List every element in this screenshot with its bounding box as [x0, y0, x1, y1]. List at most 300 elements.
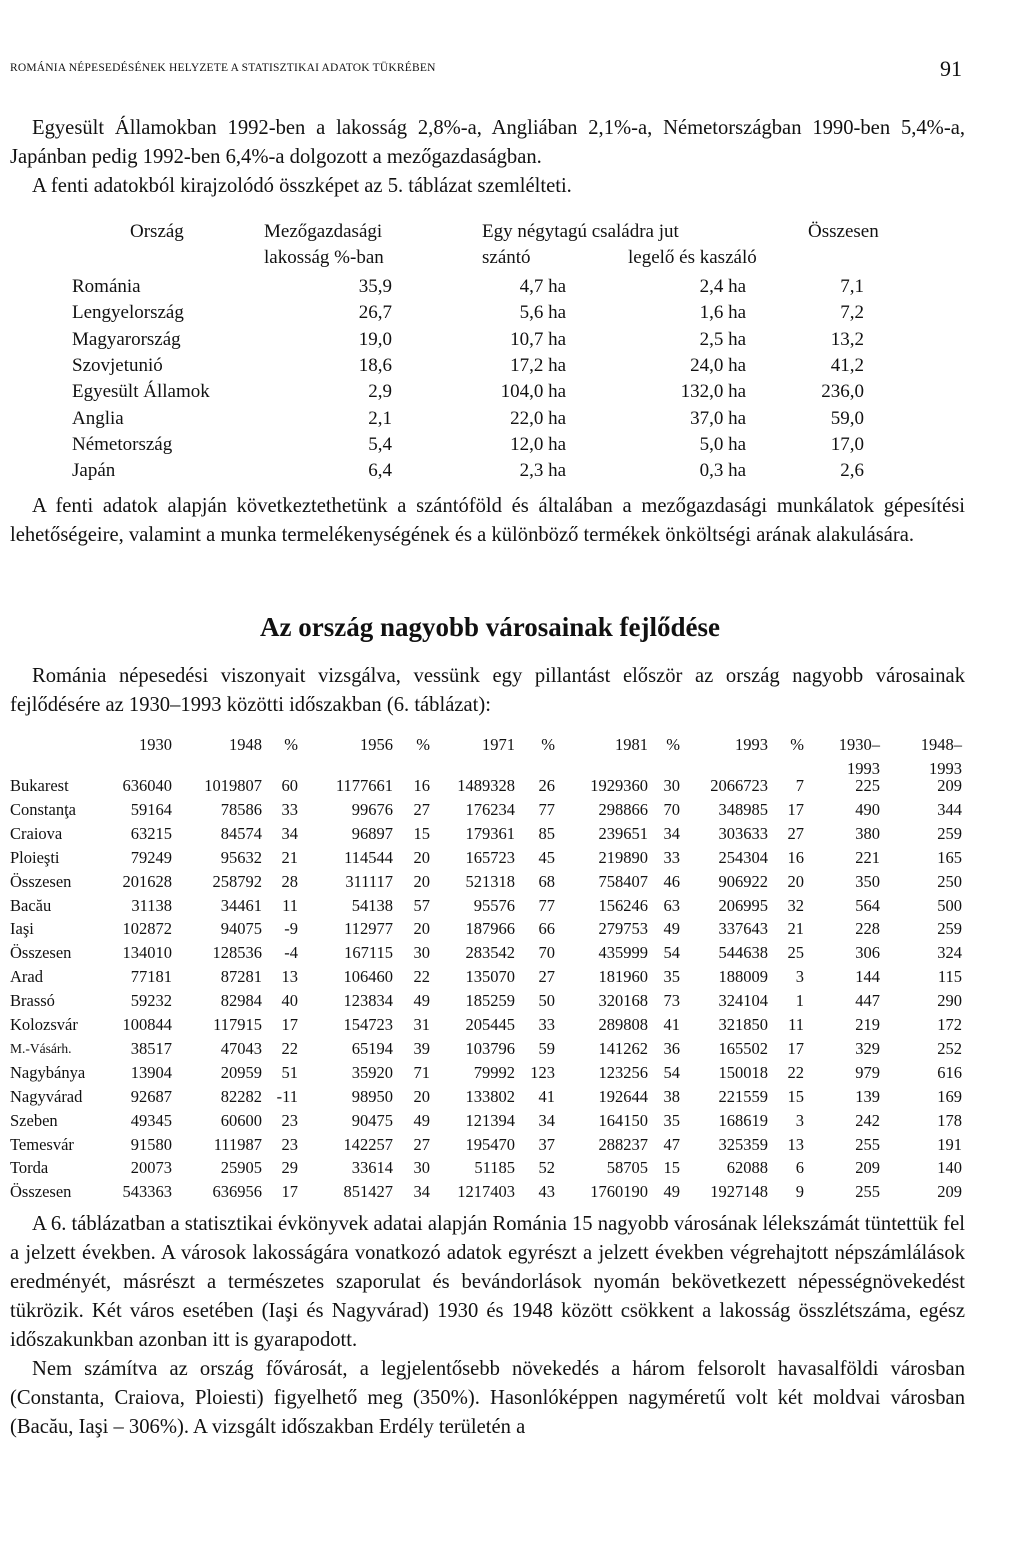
value-cell: 31138 — [131, 895, 172, 915]
value-cell: 65194 — [351, 1038, 393, 1058]
value-cell: 254304 — [718, 847, 768, 867]
value-cell: 27 — [787, 823, 804, 843]
value-cell: 188009 — [718, 967, 768, 987]
value-cell: 1489328 — [457, 776, 515, 795]
table-row — [0, 1085, 1024, 1109]
value-cell: 298866 — [598, 799, 648, 819]
total-cell: 41,2 — [830, 354, 864, 376]
city-name-cell: Nagyvárad — [10, 1086, 83, 1106]
value-cell: 168619 — [718, 1110, 768, 1130]
paragraph: A 6. táblázatban a statisztikai évkönyvek adatai alapján Románia 15 nagyobb városának lélekszámát tüntettük fel a jelzett években. A városok lakosságára vonatkozó adatok egyrészt a jelzett években végrehajtott népszámlálások eredményét, másrészt a természetes szaporulat és bevándorlások nyomán bekövetkezett népességnövekedést tükrözik. Két város esetében (Iaşi és Nagyvárad) 1930 és 1948 között csökkent a lakosság összlétszáma, egész időszakunkban azonban itt is gyarapodott. — [10, 1213, 965, 1351]
value-cell: 258792 — [212, 871, 262, 891]
value-cell: 219890 — [598, 847, 648, 867]
value-cell: 20 — [413, 919, 430, 939]
arable-cell: 5,6 ha — [519, 302, 566, 324]
value-cell: 176234 — [465, 799, 515, 819]
value-cell: 255 — [855, 1134, 880, 1154]
value-cell: 57 — [413, 895, 430, 915]
value-cell: 35920 — [351, 1062, 393, 1082]
table-row — [0, 870, 1024, 894]
value-cell: 201628 — [122, 871, 172, 891]
value-cell: 17 — [281, 1182, 298, 1202]
value-cell: 38 — [663, 1086, 680, 1106]
value-cell: 63215 — [130, 823, 172, 843]
value-cell: 90475 — [351, 1110, 393, 1130]
pasture-cell: 24,0 ha — [690, 354, 746, 376]
pasture-cell: 1,6 ha — [699, 302, 746, 324]
value-cell: 27 — [413, 1134, 430, 1154]
value-cell: 71 — [413, 1062, 430, 1082]
agri-share-cell: 19,0 — [358, 328, 392, 350]
value-cell: 54138 — [351, 895, 393, 915]
value-cell: 59232 — [130, 991, 172, 1011]
value-cell: 325359 — [718, 1134, 768, 1154]
page-number: 91 — [940, 56, 962, 81]
value-cell: 20 — [413, 871, 430, 891]
table-row — [0, 1156, 1024, 1180]
city-name-cell: Arad — [10, 967, 43, 987]
table-row — [0, 1109, 1024, 1133]
value-cell: 288237 — [598, 1134, 648, 1154]
table-header-pasture: legelő és kaszáló — [628, 247, 757, 268]
value-cell: 34461 — [220, 895, 262, 915]
table-header-country: Ország — [130, 221, 184, 242]
value-cell: 7 — [795, 776, 804, 795]
agri-share-cell: 6,4 — [368, 460, 392, 482]
city-name-cell: Temesvár — [10, 1134, 74, 1154]
value-cell: 17 — [787, 1038, 804, 1058]
value-cell: 228 — [855, 919, 880, 939]
value-cell: 179361 — [465, 823, 515, 843]
city-name-cell: Összesen — [10, 1182, 72, 1202]
value-cell: 225 — [855, 776, 880, 795]
table-header-cell: 1948 — [229, 735, 262, 754]
table-row — [0, 917, 1024, 941]
table-row — [0, 379, 1024, 405]
value-cell: 616 — [937, 1062, 962, 1082]
value-cell: 219 — [855, 1015, 880, 1034]
value-cell: 123 — [530, 1062, 555, 1082]
value-cell: 51185 — [474, 1158, 515, 1178]
value-cell: 40 — [281, 991, 298, 1011]
value-cell: 99676 — [351, 799, 393, 819]
value-cell: 23 — [281, 1134, 298, 1154]
city-name-cell: Kolozsvár — [10, 1015, 78, 1034]
value-cell: 114544 — [344, 847, 393, 867]
value-cell: 77181 — [130, 967, 172, 987]
arable-cell: 10,7 ha — [510, 328, 566, 350]
table-row — [0, 353, 1024, 379]
value-cell: 121394 — [465, 1110, 515, 1130]
value-cell: 165502 — [718, 1038, 768, 1058]
value-cell: 13 — [787, 1134, 804, 1154]
table-header-cell: % — [416, 735, 430, 754]
value-cell: 167115 — [344, 943, 393, 963]
total-cell: 2,6 — [840, 460, 864, 482]
value-cell: 21 — [281, 847, 298, 867]
value-cell: 16 — [413, 776, 430, 795]
value-cell: 50 — [538, 991, 555, 1011]
table-row — [0, 894, 1024, 918]
table-header-total: Összesen — [808, 221, 879, 242]
value-cell: 906922 — [718, 871, 768, 891]
value-cell: 70 — [538, 943, 555, 963]
value-cell: 564 — [855, 895, 880, 915]
city-name-cell: Összesen — [10, 871, 72, 891]
value-cell: 22 — [787, 1062, 804, 1082]
value-cell: 63 — [663, 895, 680, 915]
country-cell: Japán — [72, 460, 116, 482]
value-cell: 27 — [538, 967, 555, 987]
value-cell: 11 — [788, 1015, 804, 1034]
city-name-cell: Brassó — [10, 991, 55, 1011]
value-cell: 96897 — [351, 823, 393, 843]
value-cell: 94075 — [220, 919, 262, 939]
table-header-cell: 1993 — [735, 735, 768, 754]
pasture-cell: 0,3 ha — [699, 460, 746, 482]
value-cell: 85 — [538, 823, 555, 843]
value-cell: 134010 — [122, 943, 172, 963]
value-cell: 435999 — [598, 943, 648, 963]
table-row — [0, 432, 1024, 458]
value-cell: 128536 — [212, 943, 262, 963]
value-cell: 543363 — [122, 1182, 172, 1202]
value-cell: 49 — [663, 919, 680, 939]
value-cell: 49345 — [130, 1110, 172, 1130]
value-cell: 11 — [282, 895, 298, 915]
value-cell: 87281 — [220, 967, 262, 987]
value-cell: 303633 — [718, 823, 768, 843]
value-cell: 26 — [538, 776, 555, 795]
value-cell: 77 — [538, 799, 555, 819]
value-cell: 144 — [855, 967, 880, 987]
total-cell: 59,0 — [830, 407, 864, 429]
value-cell: 321850 — [718, 1015, 768, 1034]
value-cell: 221 — [855, 847, 880, 867]
value-cell: 324 — [937, 943, 962, 963]
value-cell: 154723 — [343, 1015, 393, 1034]
value-cell: 79992 — [473, 1062, 515, 1082]
bottom-text — [10, 1210, 965, 1442]
value-cell: 20 — [787, 871, 804, 891]
value-cell: 25905 — [220, 1158, 262, 1178]
country-cell: Románia — [72, 276, 141, 297]
value-cell: 30 — [413, 943, 430, 963]
table-row — [0, 965, 1024, 989]
value-cell: 289808 — [598, 1015, 648, 1034]
value-cell: 54 — [663, 943, 680, 963]
country-cell: Egyesült Államok — [72, 381, 210, 403]
value-cell: 150018 — [718, 1062, 768, 1082]
value-cell: 20 — [413, 1086, 430, 1106]
value-cell: 79249 — [130, 847, 172, 867]
table-header-cell: 1948– — [920, 735, 962, 754]
value-cell: 851427 — [343, 1182, 393, 1202]
value-cell: 47043 — [220, 1038, 262, 1058]
value-cell: 60600 — [220, 1110, 262, 1130]
table-header-cell: 1981 — [615, 735, 648, 754]
value-cell: 123256 — [598, 1062, 648, 1082]
value-cell: 1217403 — [457, 1182, 515, 1202]
value-cell: 45 — [538, 847, 555, 867]
agri-share-cell: 18,6 — [358, 354, 392, 376]
table-row — [0, 300, 1024, 326]
table-header-family: Egy négytagú családra jut — [482, 221, 679, 242]
total-cell: 7,1 — [840, 276, 864, 297]
agri-share-cell: 2,9 — [368, 381, 392, 403]
agri-share-cell: 26,7 — [358, 302, 392, 324]
value-cell: 350 — [855, 871, 880, 891]
table-row — [0, 941, 1024, 965]
country-cell: Szovjetunió — [72, 354, 163, 376]
value-cell: 30 — [413, 1158, 430, 1178]
value-cell: 135070 — [465, 967, 515, 987]
city-name-cell: Constanţa — [10, 799, 76, 819]
value-cell: 15 — [787, 1086, 804, 1106]
value-cell: 165723 — [465, 847, 515, 867]
intro-text — [10, 114, 965, 201]
value-cell: 139 — [855, 1086, 880, 1106]
value-cell: 20959 — [220, 1062, 262, 1082]
value-cell: 3 — [795, 967, 804, 987]
pasture-cell: 2,4 ha — [699, 276, 746, 297]
value-cell: 106460 — [343, 967, 393, 987]
country-cell: Lengyelország — [72, 302, 184, 324]
value-cell: 15 — [663, 1158, 680, 1178]
table-row — [0, 846, 1024, 870]
table-row — [0, 1061, 1024, 1085]
agri-share-cell: 2,1 — [368, 407, 392, 429]
value-cell: 195470 — [465, 1134, 515, 1154]
value-cell: 62088 — [726, 1158, 768, 1178]
value-cell: 344 — [937, 799, 962, 819]
value-cell: 758407 — [598, 871, 648, 891]
value-cell: 49 — [413, 1110, 430, 1130]
value-cell: 209 — [855, 1158, 880, 1178]
value-cell: 77 — [538, 895, 555, 915]
value-cell: 320168 — [598, 991, 648, 1011]
value-cell: 117915 — [213, 1015, 262, 1034]
value-cell: 306 — [855, 943, 880, 963]
value-cell: 59 — [538, 1038, 555, 1058]
city-name-cell: Ploieşti — [10, 847, 60, 867]
value-cell: 178 — [937, 1110, 962, 1130]
value-cell: 41 — [538, 1086, 555, 1106]
value-cell: 66 — [538, 919, 555, 939]
value-cell: 60 — [281, 776, 298, 795]
value-cell: 290 — [937, 991, 962, 1011]
value-cell: 242 — [855, 1110, 880, 1130]
value-cell: 187966 — [465, 919, 515, 939]
value-cell: 13904 — [130, 1062, 172, 1082]
body-text — [10, 492, 965, 550]
value-cell: 34 — [413, 1182, 430, 1202]
value-cell: 311117 — [345, 871, 393, 891]
city-name-cell: Craiova — [10, 823, 63, 843]
arable-cell: 12,0 ha — [510, 433, 566, 455]
value-cell: -9 — [284, 919, 298, 939]
value-cell: 34 — [538, 1110, 555, 1130]
value-cell: 156246 — [598, 895, 648, 915]
value-cell: 1 — [795, 991, 804, 1011]
value-cell: 2066723 — [710, 776, 768, 795]
value-cell: 9 — [795, 1182, 804, 1202]
table-row — [0, 327, 1024, 353]
value-cell: 33 — [281, 799, 298, 819]
value-cell: 29 — [281, 1158, 298, 1178]
value-cell: 34 — [663, 823, 680, 843]
city-name-cell: Iaşi — [10, 919, 34, 939]
value-cell: 22 — [413, 967, 430, 987]
total-cell: 13,2 — [830, 328, 864, 350]
city-name-cell: Bacău — [10, 895, 52, 915]
value-cell: 82984 — [220, 991, 262, 1011]
value-cell: 25 — [787, 943, 804, 963]
table-header-cell: 1930 — [139, 735, 172, 754]
value-cell: 447 — [855, 991, 880, 1011]
value-cell: 141262 — [598, 1038, 648, 1058]
table-header-cell: 1993 — [929, 759, 962, 778]
value-cell: 51 — [281, 1062, 298, 1082]
total-cell: 7,2 — [840, 302, 864, 324]
value-cell: 490 — [855, 799, 880, 819]
value-cell: 34 — [281, 823, 298, 843]
section-title: Az ország nagyobb városainak fejlődése — [259, 612, 720, 642]
value-cell: 46 — [663, 871, 680, 891]
table-header-cell: % — [790, 735, 804, 754]
value-cell: 38517 — [130, 1038, 172, 1058]
value-cell: 255 — [855, 1182, 880, 1202]
total-cell: 236,0 — [821, 381, 864, 403]
value-cell: 16 — [787, 847, 804, 867]
arable-cell: 22,0 ha — [510, 407, 566, 429]
value-cell: 206995 — [718, 895, 768, 915]
country-cell: Németország — [72, 433, 173, 455]
value-cell: 49 — [663, 1182, 680, 1202]
value-cell: 191 — [937, 1134, 962, 1154]
value-cell: 250 — [937, 871, 962, 891]
value-cell: 52 — [538, 1158, 555, 1178]
value-cell: 84574 — [220, 823, 262, 843]
value-cell: 15 — [413, 823, 430, 843]
pasture-cell: 132,0 ha — [680, 381, 746, 403]
table-header-cell: 1956 — [360, 735, 393, 754]
pasture-cell: 5,0 ha — [699, 433, 746, 455]
value-cell: 185259 — [465, 991, 515, 1011]
value-cell: 59164 — [130, 799, 172, 819]
running-title: ROMÁNIA NÉPESEDÉSÉNEK HELYZETE A STATISZTIKAI ADATOK TÜKRÉBEN — [10, 62, 436, 74]
value-cell: 115 — [937, 967, 962, 987]
value-cell: 95632 — [220, 847, 262, 867]
table-row — [0, 774, 1024, 798]
paragraph: Nem számítva az ország fővárosát, a legjelentősebb növekedés a három felsorolt havasalföldi városban (Constanta, Craiova, Ploiesti) figyelhető meg (350%). Hasonlóképpen nagyméretű volt két moldvai városban (Bacău, Iaşi – 306%). A vizsgált időszakban Erdély területén a — [10, 1358, 965, 1438]
arable-cell: 2,3 ha — [519, 460, 566, 482]
paragraph: Románia népesedési viszonyait vizsgálva, vessünk egy pillantást először az ország nagyobb városainak fejlődésére az 1930–1993 közötti időszakban (6. táblázat): — [10, 665, 965, 716]
value-cell: 259 — [937, 823, 962, 843]
value-cell: 103796 — [465, 1038, 515, 1058]
value-cell: 33 — [538, 1015, 555, 1034]
table-row — [0, 274, 1024, 300]
pasture-cell: 37,0 ha — [690, 407, 746, 429]
table-header-cell: 1971 — [482, 735, 515, 754]
value-cell: 3 — [795, 1110, 804, 1130]
value-cell: 6 — [795, 1158, 804, 1178]
table-row — [0, 406, 1024, 432]
value-cell: 239651 — [598, 823, 648, 843]
value-cell: 205445 — [465, 1015, 515, 1034]
value-cell: 98950 — [351, 1086, 393, 1106]
table-header-agri: lakosság %-ban — [264, 247, 384, 268]
value-cell: 283542 — [465, 943, 515, 963]
value-cell: 112977 — [344, 919, 393, 939]
city-name-cell: Szeben — [10, 1110, 58, 1130]
value-cell: 70 — [663, 799, 680, 819]
value-cell: 73 — [663, 991, 680, 1011]
value-cell: 30 — [663, 776, 680, 795]
value-cell: -11 — [276, 1086, 298, 1106]
table-row — [0, 1180, 1024, 1204]
value-cell: 92687 — [130, 1086, 172, 1106]
value-cell: 58705 — [606, 1158, 648, 1178]
value-cell: 636956 — [212, 1182, 262, 1202]
value-cell: 23 — [281, 1110, 298, 1130]
value-cell: 181960 — [598, 967, 648, 987]
value-cell: 36 — [663, 1038, 680, 1058]
value-cell: 252 — [937, 1038, 962, 1058]
table-row — [0, 1037, 1024, 1061]
value-cell: 27 — [413, 799, 430, 819]
table-row — [0, 989, 1024, 1013]
intro-paragraph: Egyesült Államokban 1992-ben a lakosság 2,8%-a, Angliában 2,1%-a, Németországban 1990-ben 5,4%-a, Japánban pedig 1992-ben 6,4%-a dolgozott a mezőgazdaságban. — [10, 117, 965, 168]
pasture-cell: 2,5 ha — [699, 328, 746, 350]
value-cell: 43 — [538, 1182, 555, 1202]
value-cell: 41 — [663, 1015, 680, 1034]
city-name-cell: Bukarest — [10, 776, 69, 795]
arable-cell: 4,7 ha — [519, 276, 566, 297]
value-cell: 78586 — [220, 799, 262, 819]
value-cell: 100844 — [122, 1015, 172, 1034]
table-header-arable: szántó — [482, 247, 531, 268]
value-cell: 102872 — [122, 919, 172, 939]
table-header-agri: Mezőgazdasági — [264, 221, 383, 242]
value-cell: 1177661 — [335, 776, 393, 795]
total-cell: 17,0 — [830, 433, 864, 455]
value-cell: 979 — [855, 1062, 880, 1082]
city-name-cell: Nagybánya — [10, 1062, 86, 1082]
value-cell: 33 — [663, 847, 680, 867]
value-cell: 22 — [281, 1038, 298, 1058]
value-cell: 35 — [663, 967, 680, 987]
value-cell: 49 — [413, 991, 430, 1011]
value-cell: 209 — [937, 1182, 962, 1202]
arable-cell: 104,0 ha — [500, 381, 566, 403]
value-cell: 31 — [413, 1015, 430, 1034]
table-row — [0, 1013, 1024, 1037]
value-cell: 68 — [538, 871, 555, 891]
value-cell: 91580 — [130, 1134, 172, 1154]
country-cell: Anglia — [72, 407, 124, 429]
value-cell: 37 — [538, 1134, 555, 1154]
value-cell: -4 — [284, 943, 298, 963]
agri-share-cell: 35,9 — [358, 276, 392, 297]
value-cell: 111987 — [213, 1134, 262, 1154]
value-cell: 13 — [281, 967, 298, 987]
value-cell: 169 — [937, 1086, 962, 1106]
value-cell: 1760190 — [590, 1182, 648, 1202]
value-cell: 544638 — [718, 943, 768, 963]
value-cell: 140 — [937, 1158, 962, 1178]
value-cell: 123834 — [343, 991, 393, 1011]
